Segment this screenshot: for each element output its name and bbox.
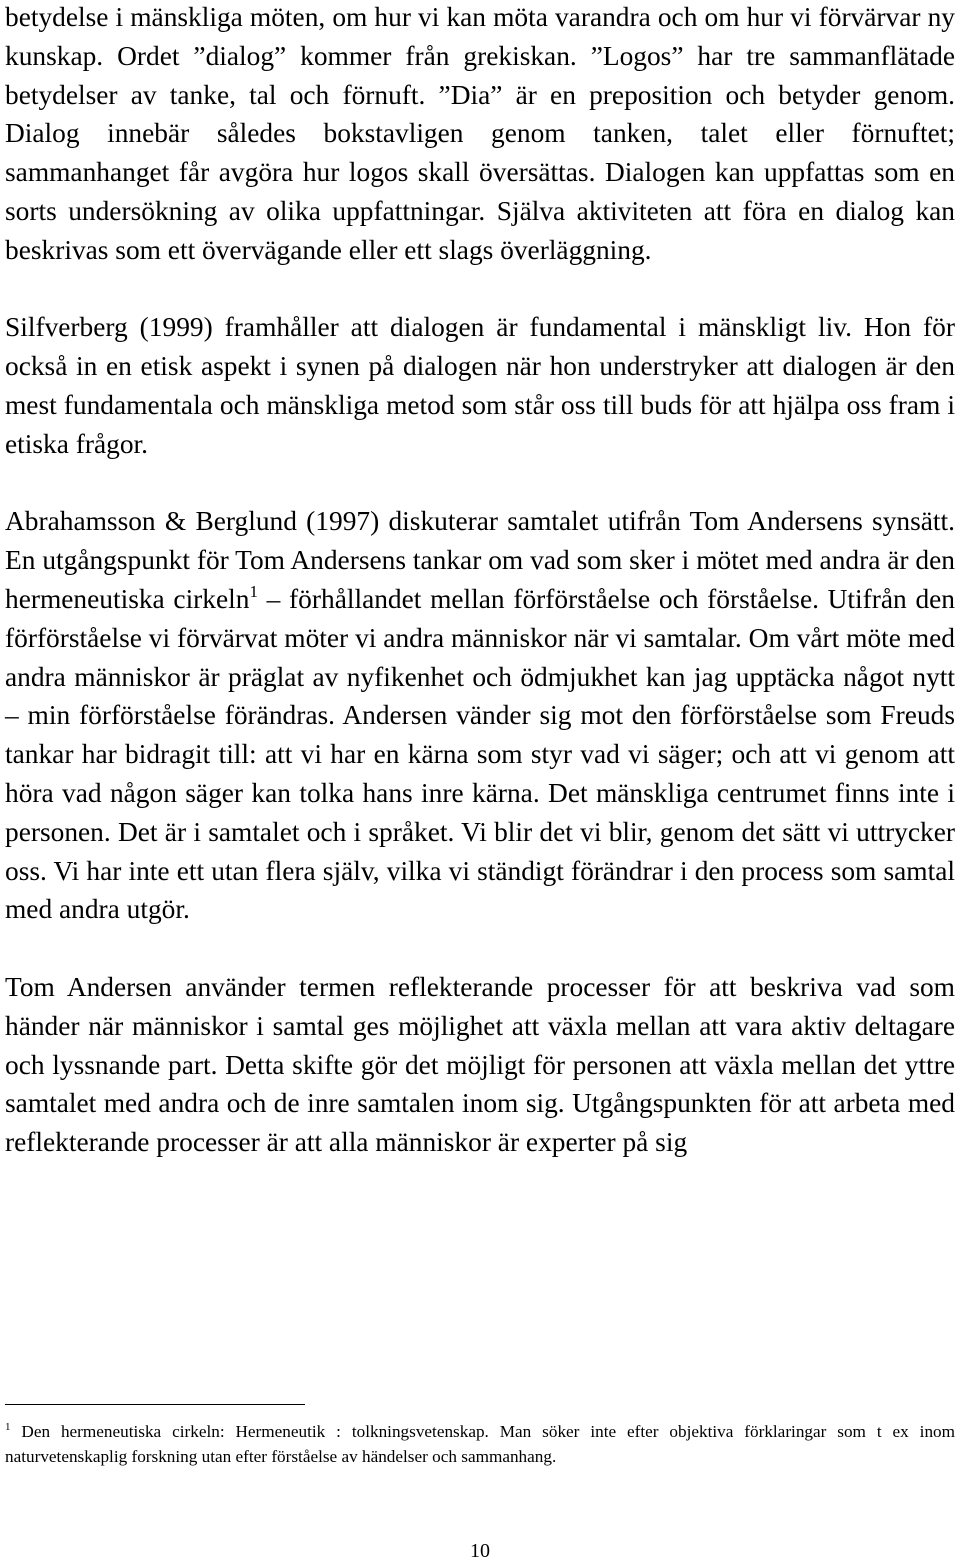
paragraph-text: Tom Andersen använder termen reflekterande processer för att beskriva vad som händer när människor i samtal ges möjlighet att växla mellan att vara aktiv deltagare och lyssnande part. Detta skifte gör det möjligt för personen att växla mellan det yttre samtalet med andra och de inre samtalen inom sig. Utgångspunkten för att arbeta med reflekterande processer är att alla människor är experter på sig — [5, 971, 955, 1158]
paragraph — [5, 0, 955, 270]
paragraph — [5, 502, 955, 929]
footnote — [5, 1419, 955, 1469]
paragraph — [5, 968, 955, 1162]
paragraph-text: Silfverberg (1999) framhåller att dialogen är fundamental i mänskligt liv. Hon för också in en etisk aspekt i synen på dialogen när hon understryker att dialogen är den mest fundamentala och mänskliga metod som står oss till buds för att hjälpa oss fram i etiska frågor. — [5, 312, 955, 459]
paragraph — [5, 308, 955, 463]
footnote-marker: 1 — [5, 1421, 11, 1433]
footnote-text: Den hermeneutiska cirkeln: Hermeneutik : tolkningsvetenskap. Man söker inte efter objektiva förklaringar som t ex inom naturvetenskaplig forskning utan efter förståelse av händelser och sammanhang. — [5, 1422, 955, 1466]
page-number: 10 — [470, 1540, 490, 1562]
paragraph-text: betydelse i mänskliga möten, om hur vi kan möta varandra och om hur vi förvärvar ny kunskap. Ordet ”dialog” kommer från grekiskan. ”Logos” har tre sammanflätade betydelser av tanke, tal och förnuft. ”Dia” är en preposition och betyder genom. Dialog innebär således bokstavligen genom tanken, talet eller förnuftet; sammanhanget får avgöra hur logos skall översättas. Dialogen kan uppfattas som en sorts undersökning av olika uppfattningar. Själva aktiviteten att föra en dialog kan beskrivas som ett övervägande eller ett slags överläggning. — [5, 2, 955, 265]
paragraph-text: – förhållandet mellan förförståelse och förståelse. Utifrån den förförståelse vi förvärvat möter vi andra människor när vi samtalar. Om vårt möte med andra människor är präglat av nyfikenhet och ödmjukhet kan jag upptäcka något nytt – min förförståelse förändras. Andersen vänder sig mot den förförståelse som Freuds tankar har bidragit till: att vi har en kärna som styr vad vi säger; och att vi genom att höra vad någon säger kan tolka hans inre kärna. Det mänskliga centrumet finns inte i personen. Det är i samtalet och i språket. Vi blir det vi blir, genom det sätt vi uttrycker oss. Vi har inte ett utan flera själv, vilka vi ständigt förändrar i den process som samtal med andra utgör. — [5, 583, 955, 925]
footnote-reference: 1 — [249, 581, 258, 601]
paragraph-text: Abrahamsson & Berglund (1997) diskuterar samtalet utifrån Tom Andersens synsätt. En utgångspunkt för Tom Andersens tankar om vad som sker i mötet med andra är den hermeneutiska cirkeln — [5, 506, 955, 614]
document-body — [5, 0, 955, 1162]
footnote-separator — [5, 1404, 305, 1405]
